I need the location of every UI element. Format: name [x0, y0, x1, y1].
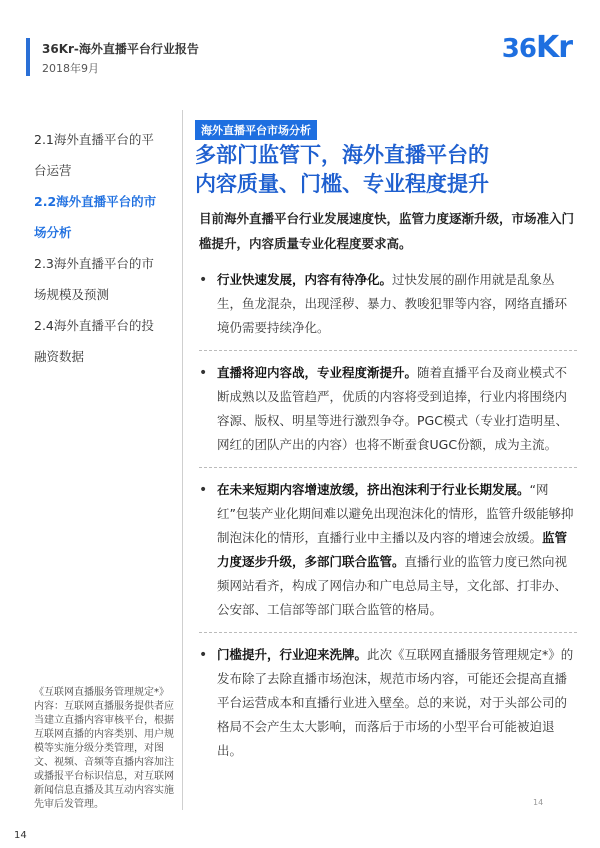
bullet-dot-icon: •: [199, 365, 208, 381]
list-item: [199, 478, 577, 622]
divider: [199, 350, 577, 351]
table-of-contents: [34, 124, 164, 372]
bullet-dot-icon: •: [199, 272, 208, 288]
bullet-heading: 直播将迎内容战，专业程度渐提升。: [217, 365, 418, 380]
bullet-heading: 门槛提升，行业迎来洗牌。: [217, 647, 368, 662]
bullet-heading: 监管力度逐步升级，多部门联合监管。: [217, 530, 568, 569]
bullet-dot-icon: •: [199, 482, 208, 498]
divider: [199, 632, 577, 633]
list-item: [199, 361, 577, 457]
bullet-text: “网红”包装产业化期间难以避免出现泡沫化的情形，监管升级能够抑制泡沫化的情形，直播行业中主播以及内容的增速会放缓。: [217, 482, 574, 545]
toc-item-2-1[interactable]: [34, 124, 164, 186]
page-number-small: 14: [533, 798, 544, 807]
logo-suffix: Kr: [535, 30, 572, 65]
headline-line: 多部门监管下，海外直播平台的: [195, 143, 489, 167]
bullet-list: [199, 268, 577, 763]
divider: [199, 467, 577, 468]
list-item: [199, 643, 577, 763]
toc-item-line: 场分析: [34, 225, 72, 240]
toc-item-line: 2.3海外直播平台的市: [34, 256, 154, 271]
bullet-text: 直播行业的监管力度已然向视频网站看齐，构成了网信办和广电总局主导，文化部、打非办、公安部、工信部等部门联合监管的格局。: [217, 554, 568, 617]
bullet-text: 随着直播平台及商业模式不断成熟以及监管趋严，优质的内容将受到追捧，行业内将围绕内容源、版权、明星等进行激烈争夺。PGC模式（专业打造明星、网红的团队产出的内容）也将不断蚕食UGC份额，成为主流。: [217, 365, 568, 452]
bullet-heading: 在未来短期内容增速放缓，挤出泡沫利于行业长期发展。: [217, 482, 530, 497]
toc-item-line: 台运营: [34, 163, 72, 178]
toc-item-2-3[interactable]: [34, 248, 164, 310]
page-headline: [195, 141, 575, 199]
toc-item-line: 2.1海外直播平台的平: [34, 132, 154, 147]
brand-logo: [502, 30, 572, 65]
report-date: 2018年9月: [42, 62, 99, 75]
bullet-dot-icon: •: [199, 647, 208, 663]
header-accent-bar: [26, 38, 30, 76]
column-divider: [182, 110, 183, 810]
bullet-text: 此次《互联网直播服务管理规定*》的发布除了去除直播市场泡沫，规范市场内容，可能还会提高直播平台运营成本和直播行业进入壁垒。总的来说，对于头部公司的格局不会产生太大影响，而落后于市场的小型平台可能被迫退出。: [217, 647, 574, 758]
toc-item-line: 2.2海外直播平台的市: [34, 194, 157, 209]
section-tag: 海外直播平台市场分析: [195, 120, 317, 140]
bullet-text: 过快发展的副作用就是乱象丛生，鱼龙混杂，出现淫秽、暴力、教唆犯罪等内容，网络直播环境仍需要持续净化。: [217, 272, 568, 335]
page-number: 14: [14, 830, 27, 841]
toc-item-line: 场规模及预测: [34, 287, 110, 302]
logo-prefix: 36: [501, 34, 536, 64]
headline-line: 内容质量、门槛、专业程度提升: [195, 172, 489, 196]
toc-item-line: 融资数据: [34, 349, 85, 364]
report-title: 36Kr-海外直播平台行业报告: [42, 42, 199, 56]
regulation-note: 《互联网直播服务管理规定*》内容：互联网直播服务提供者应当建立直播内容审核平台，根据互联网直播的内容类别、用户规模等实施分级分类管理，对图文、视频、音频等直播内容加注或播报平台标识信息，对互联网新闻信息直播及其互动内容实施先审后发管理。: [34, 687, 174, 810]
toc-item-2-2[interactable]: [34, 186, 164, 248]
bullet-heading: 行业快速发展，内容有待净化。: [217, 272, 393, 287]
toc-item-line: 2.4海外直播平台的投: [34, 318, 154, 333]
intro-paragraph: 目前海外直播平台行业发展速度快，监管力度逐渐升级，市场准入门槛提升，内容质量专业化程度要求高。: [199, 211, 575, 251]
list-item: [199, 268, 577, 340]
toc-item-2-4[interactable]: [34, 310, 164, 372]
